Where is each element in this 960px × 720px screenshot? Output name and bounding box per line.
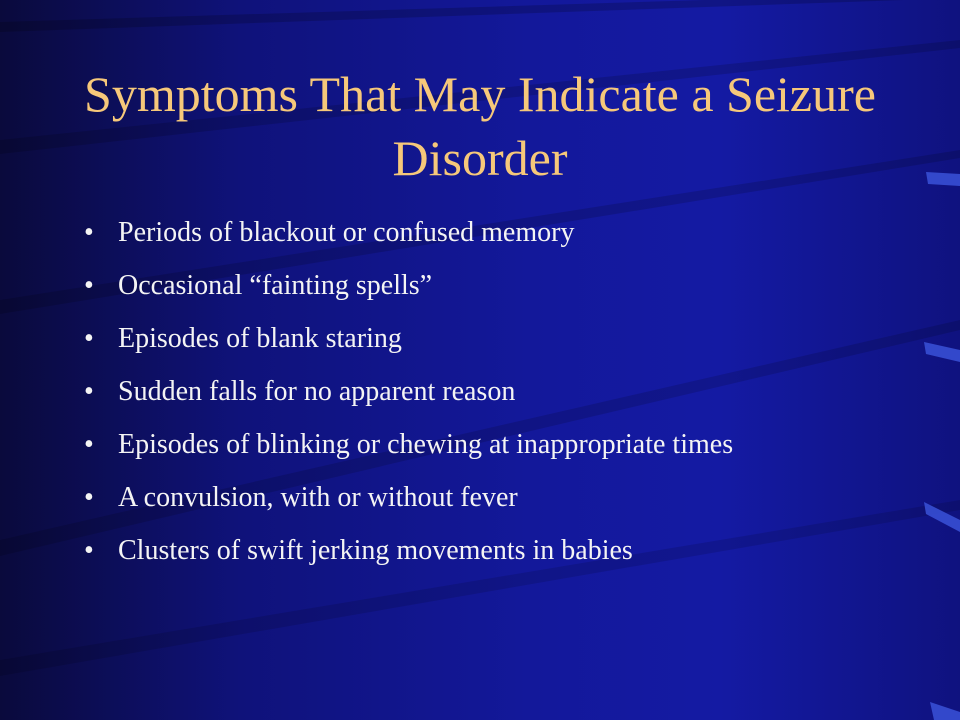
list-item-text: Sudden falls for no apparent reason	[118, 376, 516, 407]
list-item	[84, 534, 864, 567]
symptom-list	[84, 216, 864, 587]
bullet-marker: •	[84, 376, 94, 407]
list-item	[84, 322, 864, 355]
list-item-text: Clusters of swift jerking movements in babies	[118, 535, 633, 566]
bullet-marker: •	[84, 535, 94, 566]
bullet-marker: •	[84, 429, 94, 460]
list-item-text: Occasional “fainting spells”	[118, 270, 433, 301]
bullet-marker: •	[84, 217, 94, 248]
list-item	[84, 216, 864, 249]
list-item	[84, 481, 864, 514]
bullet-marker: •	[84, 270, 94, 301]
list-item	[84, 375, 864, 408]
list-item	[84, 428, 864, 461]
bullet-marker: •	[84, 323, 94, 354]
list-item-text: A convulsion, with or without fever	[118, 482, 518, 513]
list-item-text: Episodes of blinking or chewing at inappropriate times	[118, 429, 734, 460]
bullet-marker: •	[84, 482, 94, 513]
list-item-text: Periods of blackout or confused memory	[118, 217, 575, 248]
list-item-text: Episodes of blank staring	[118, 323, 402, 354]
list-item	[84, 269, 864, 302]
slide-title: Symptoms That May Indicate a Seizure Disorder	[84, 66, 876, 186]
